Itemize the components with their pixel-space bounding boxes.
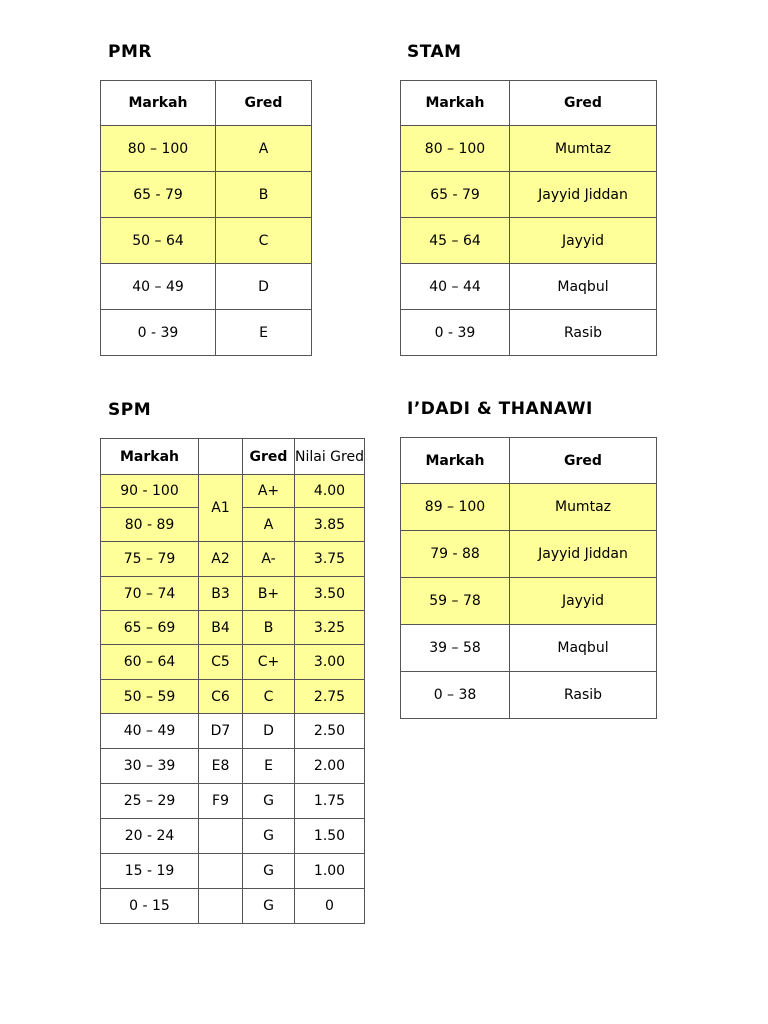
cell-kod: C5 — [199, 645, 243, 680]
cell-gred: Jayyid Jiddan — [510, 172, 657, 218]
table-row — [101, 172, 312, 218]
cell-markah: 40 – 49 — [101, 264, 216, 310]
cell-gred: Mumtaz — [510, 484, 657, 531]
cell-gred: B — [243, 611, 295, 645]
cell-gred: E — [243, 749, 295, 784]
cell-gred: B — [216, 172, 312, 218]
cell-markah: 75 – 79 — [101, 542, 199, 577]
table-row — [101, 542, 365, 577]
table-row — [101, 645, 365, 680]
cell-gred: Rasib — [510, 310, 657, 356]
table-row — [401, 531, 657, 578]
cell-kod — [199, 889, 243, 924]
cell-markah: 20 - 24 — [101, 819, 199, 854]
cell-gred: Jayyid — [510, 578, 657, 625]
cell-markah: 60 – 64 — [101, 645, 199, 680]
table-row — [101, 854, 365, 889]
table-row — [101, 819, 365, 854]
cell-gred: Maqbul — [510, 264, 657, 310]
column-header-gred: Gred — [216, 81, 312, 126]
column-header-kod — [199, 439, 243, 475]
cell-nilai: 2.75 — [295, 680, 365, 714]
table-row — [101, 784, 365, 819]
cell-markah: 0 - 39 — [101, 310, 216, 356]
cell-nilai: 3.00 — [295, 645, 365, 680]
cell-markah: 79 - 88 — [401, 531, 510, 578]
cell-gred: C — [243, 680, 295, 714]
table-row — [101, 126, 312, 172]
table-row — [101, 680, 365, 714]
table-row — [101, 611, 365, 645]
pmr-title: PMR — [108, 42, 152, 62]
cell-markah: 65 - 79 — [401, 172, 510, 218]
cell-gred: A — [243, 508, 295, 542]
table-row — [401, 310, 657, 356]
cell-nilai: 3.25 — [295, 611, 365, 645]
cell-kod: C6 — [199, 680, 243, 714]
table-row — [401, 264, 657, 310]
stam-table — [400, 80, 657, 356]
table-row — [401, 218, 657, 264]
column-header-markah: Markah — [401, 438, 510, 484]
pmr-table — [100, 80, 312, 356]
table-row — [101, 475, 365, 508]
table-row — [101, 264, 312, 310]
table-header-row — [101, 81, 312, 126]
cell-nilai: 2.00 — [295, 749, 365, 784]
cell-markah: 40 – 44 — [401, 264, 510, 310]
cell-gred: C+ — [243, 645, 295, 680]
cell-nilai: 1.00 — [295, 854, 365, 889]
cell-gred: E — [216, 310, 312, 356]
column-header-markah: Markah — [101, 439, 199, 475]
cell-markah: 40 – 49 — [101, 714, 199, 749]
cell-gred: B+ — [243, 577, 295, 611]
cell-gred: A- — [243, 542, 295, 577]
cell-nilai: 1.50 — [295, 819, 365, 854]
cell-nilai: 4.00 — [295, 475, 365, 508]
cell-markah: 30 – 39 — [101, 749, 199, 784]
cell-gred: G — [243, 784, 295, 819]
cell-markah: 65 - 79 — [101, 172, 216, 218]
column-header-gred: Gred — [510, 438, 657, 484]
table-row — [101, 714, 365, 749]
column-header-markah: Markah — [101, 81, 216, 126]
table-row — [401, 625, 657, 672]
cell-gred: Rasib — [510, 672, 657, 719]
cell-gred: G — [243, 819, 295, 854]
cell-markah: 70 – 74 — [101, 577, 199, 611]
column-header-nilai-gred: Nilai Gred — [295, 439, 365, 475]
cell-gred: G — [243, 889, 295, 924]
cell-kod: A2 — [199, 542, 243, 577]
cell-markah: 0 - 39 — [401, 310, 510, 356]
cell-markah: 25 – 29 — [101, 784, 199, 819]
cell-nilai: 2.50 — [295, 714, 365, 749]
table-row — [101, 889, 365, 924]
cell-markah: 89 – 100 — [401, 484, 510, 531]
cell-markah: 45 – 64 — [401, 218, 510, 264]
cell-kod: F9 — [199, 784, 243, 819]
stam-title: STAM — [407, 42, 462, 62]
table-row — [401, 126, 657, 172]
spm-title: SPM — [108, 400, 152, 420]
cell-kod: D7 — [199, 714, 243, 749]
cell-nilai: 3.75 — [295, 542, 365, 577]
cell-markah: 65 – 69 — [101, 611, 199, 645]
cell-markah: 39 – 58 — [401, 625, 510, 672]
table-row — [401, 578, 657, 625]
cell-gred: Jayyid — [510, 218, 657, 264]
spm-table — [100, 438, 365, 924]
table-row — [101, 218, 312, 264]
cell-gred: A — [216, 126, 312, 172]
idadi-title: I’DADI & THANAWI — [407, 399, 593, 419]
idadi-table — [400, 437, 657, 719]
table-row — [401, 672, 657, 719]
table-row — [401, 484, 657, 531]
cell-gred: D — [243, 714, 295, 749]
column-header-gred: Gred — [243, 439, 295, 475]
cell-gred: Maqbul — [510, 625, 657, 672]
cell-markah: 90 - 100 — [101, 475, 199, 508]
cell-markah: 59 – 78 — [401, 578, 510, 625]
table-header-row — [101, 439, 365, 475]
cell-kod — [199, 854, 243, 889]
cell-nilai: 3.85 — [295, 508, 365, 542]
cell-kod: B3 — [199, 577, 243, 611]
cell-gred: D — [216, 264, 312, 310]
cell-nilai: 1.75 — [295, 784, 365, 819]
table-row — [401, 172, 657, 218]
cell-gred: A+ — [243, 475, 295, 508]
cell-kod: B4 — [199, 611, 243, 645]
cell-markah: 50 – 64 — [101, 218, 216, 264]
cell-gred: G — [243, 854, 295, 889]
table-row — [101, 577, 365, 611]
cell-markah: 0 - 15 — [101, 889, 199, 924]
cell-gred: Mumtaz — [510, 126, 657, 172]
column-header-markah: Markah — [401, 81, 510, 126]
cell-nilai: 3.50 — [295, 577, 365, 611]
cell-markah: 15 - 19 — [101, 854, 199, 889]
cell-markah: 80 – 100 — [101, 126, 216, 172]
cell-markah: 0 – 38 — [401, 672, 510, 719]
column-header-gred: Gred — [510, 81, 657, 126]
cell-markah: 80 – 100 — [401, 126, 510, 172]
cell-gred: C — [216, 218, 312, 264]
table-header-row — [401, 81, 657, 126]
cell-nilai: 0 — [295, 889, 365, 924]
table-row — [101, 749, 365, 784]
table-header-row — [401, 438, 657, 484]
cell-markah: 50 – 59 — [101, 680, 199, 714]
cell-gred: Jayyid Jiddan — [510, 531, 657, 578]
cell-markah: 80 - 89 — [101, 508, 199, 542]
table-row — [101, 310, 312, 356]
cell-kod: E8 — [199, 749, 243, 784]
cell-kod — [199, 819, 243, 854]
cell-kod: A1 — [199, 475, 243, 542]
